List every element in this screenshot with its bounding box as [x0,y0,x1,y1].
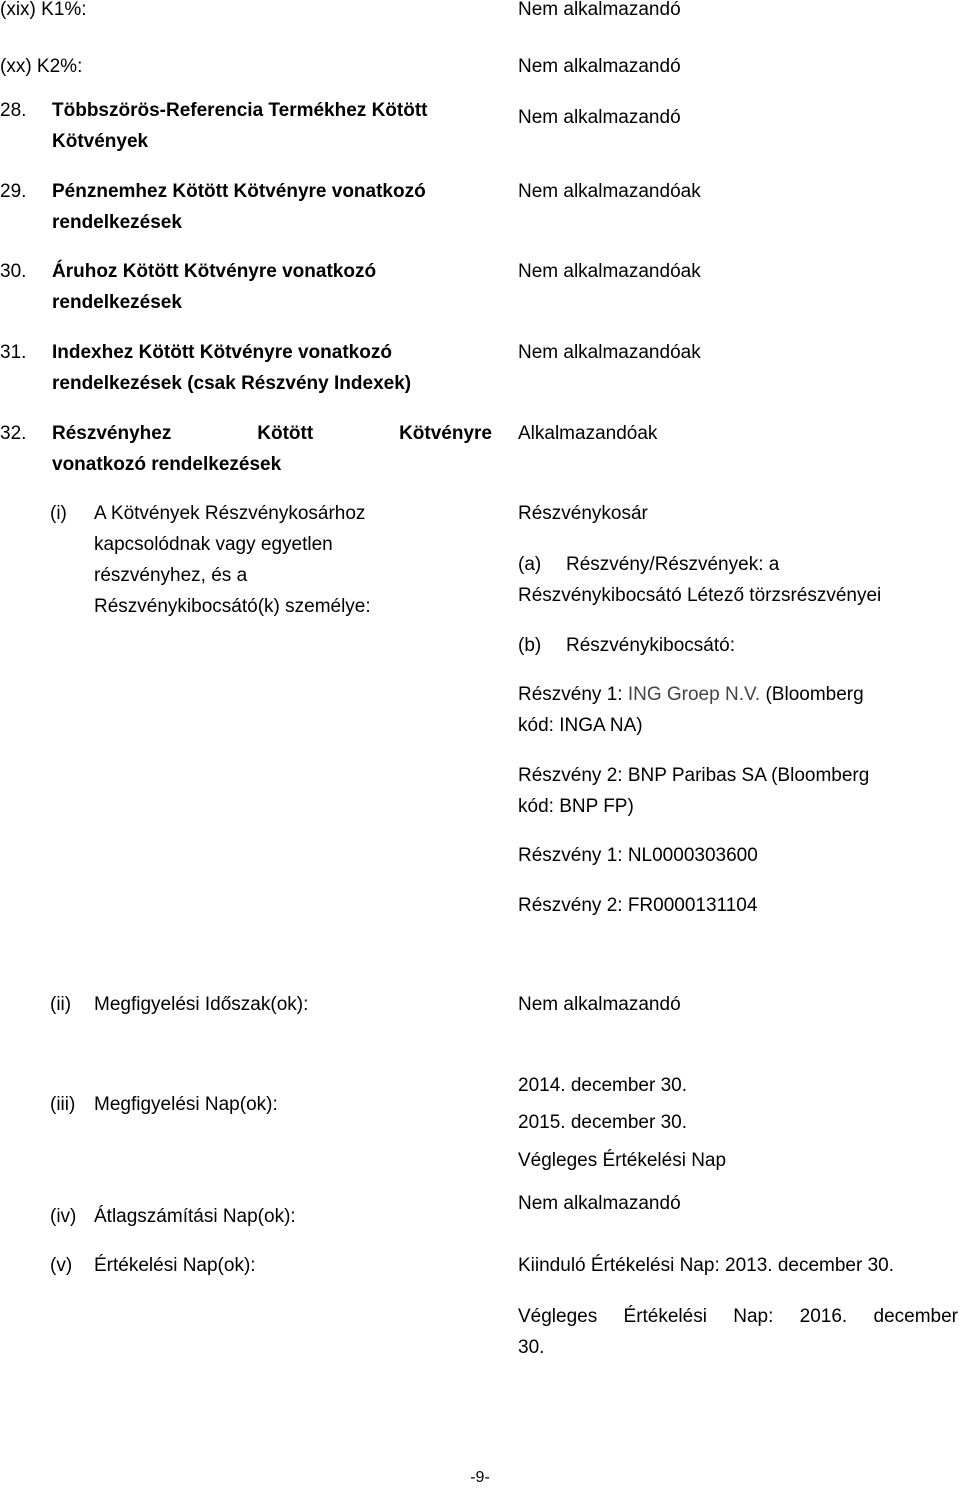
item-xx-label: (xx) K2%: [0,56,83,77]
section-28-title-line2: Kötvények [52,131,149,152]
share-1-prefix: Részvény 1: [518,684,628,705]
item-ii-label: Megfigyelési Időszak(ok): [94,994,309,1015]
item-ii-number: (ii) [50,994,72,1015]
value-32: Alkalmazandóak [518,423,658,444]
section-32-title-line1 [52,418,492,449]
value-v-final-line1: Végleges Értékelési Nap: 2016. december [518,1306,958,1327]
value-xx: Nem alkalmazandó [518,56,681,77]
item-i-label-line4: Részvénykibocsátó(k) személye: [94,596,371,617]
sub-a-line2: Részvénykibocsátó Létező törzsrészvényei [518,585,882,606]
share-basket: Részvénykosár [518,503,648,524]
section-28-number: 28. [0,100,27,121]
sub-a-number: (a) [518,554,542,575]
section-31-title-line1: Indexhez Kötött Kötvényre vonatkozó [52,342,392,363]
item-v-number: (v) [50,1255,73,1276]
section-31-title-line2: rendelkezések (csak Részvény Indexek) [52,373,412,394]
item-i-number: (i) [50,503,67,524]
value-29: Nem alkalmazandóak [518,181,701,202]
share-1-name: ING Groep N.V. [627,684,761,705]
section-29-number: 29. [0,181,27,202]
sub-a-line1: Részvény/Részvények: a [566,554,780,575]
item-iii-number: (iii) [50,1094,76,1115]
value-v-initial: Kiinduló Értékelési Nap: 2013. december 30. [518,1255,895,1276]
value-xix: Nem alkalmazandó [518,0,681,20]
share-1-issuer-line2: kód: INGA NA) [518,715,643,736]
sub-b-line1: Részvénykibocsátó: [566,635,735,656]
value-iii-final: Végleges Értékelési Nap [518,1150,727,1171]
share-2-issuer-line1: Részvény 2: BNP Paribas SA (Bloomberg [518,765,870,786]
value-v-final-line2: 30. [518,1337,545,1358]
section-30-title-line1: Áruhoz Kötött Kötvényre vonatkozó [52,261,377,282]
section-31-number: 31. [0,342,27,363]
item-iv-number: (iv) [50,1206,77,1227]
page-number: -9- [470,1469,490,1486]
item-iv-label: Átlagszámítási Nap(ok): [94,1206,296,1227]
item-i-label-line2: kapcsolódnak vagy egyetlen [94,534,333,555]
section-29-title-line2: rendelkezések [52,212,182,233]
share-2-issuer-line2: kód: BNP FP) [518,796,634,817]
share-1-isin: Részvény 1: NL0000303600 [518,845,758,866]
item-iii-label: Megfigyelési Nap(ok): [94,1094,278,1115]
section-32-title-line2: vonatkozó rendelkezések [52,454,282,475]
sub-b-number: (b) [518,635,542,656]
item-xix-label: (xix) K1%: [0,0,87,20]
section-32-number: 32. [0,423,27,444]
section-28-title-line1: Többszörös-Referencia Termékhez Kötött [52,100,428,121]
item-v-label: Értékelési Nap(ok): [94,1255,256,1276]
share-2-isin: Részvény 2: FR0000131104 [518,895,758,916]
item-i-label-line1: A Kötvények Részvénykosárhoz [94,503,366,524]
section-30-number: 30. [0,261,27,282]
value-28: Nem alkalmazandó [518,107,681,128]
share-1-suffix: (Bloomberg [760,684,864,705]
item-i-label-line3: részvényhez, és a [94,565,248,586]
value-iii-date1: 2014. december 30. [518,1075,688,1096]
section-32-word1: Részvényhez [52,423,172,444]
value-iv: Nem alkalmazandó [518,1193,681,1214]
value-30: Nem alkalmazandóak [518,261,701,282]
section-32-word3: Kötvényre [399,423,492,444]
value-ii: Nem alkalmazandó [518,994,681,1015]
section-32-word2: Kötött [257,423,314,444]
section-29-title-line1: Pénznemhez Kötött Kötvényre vonatkozó [52,181,426,202]
section-30-title-line2: rendelkezések [52,292,182,313]
share-1-issuer-line1 [518,679,864,710]
value-iii-date2: 2015. december 30. [518,1112,688,1133]
value-31: Nem alkalmazandóak [518,342,701,363]
